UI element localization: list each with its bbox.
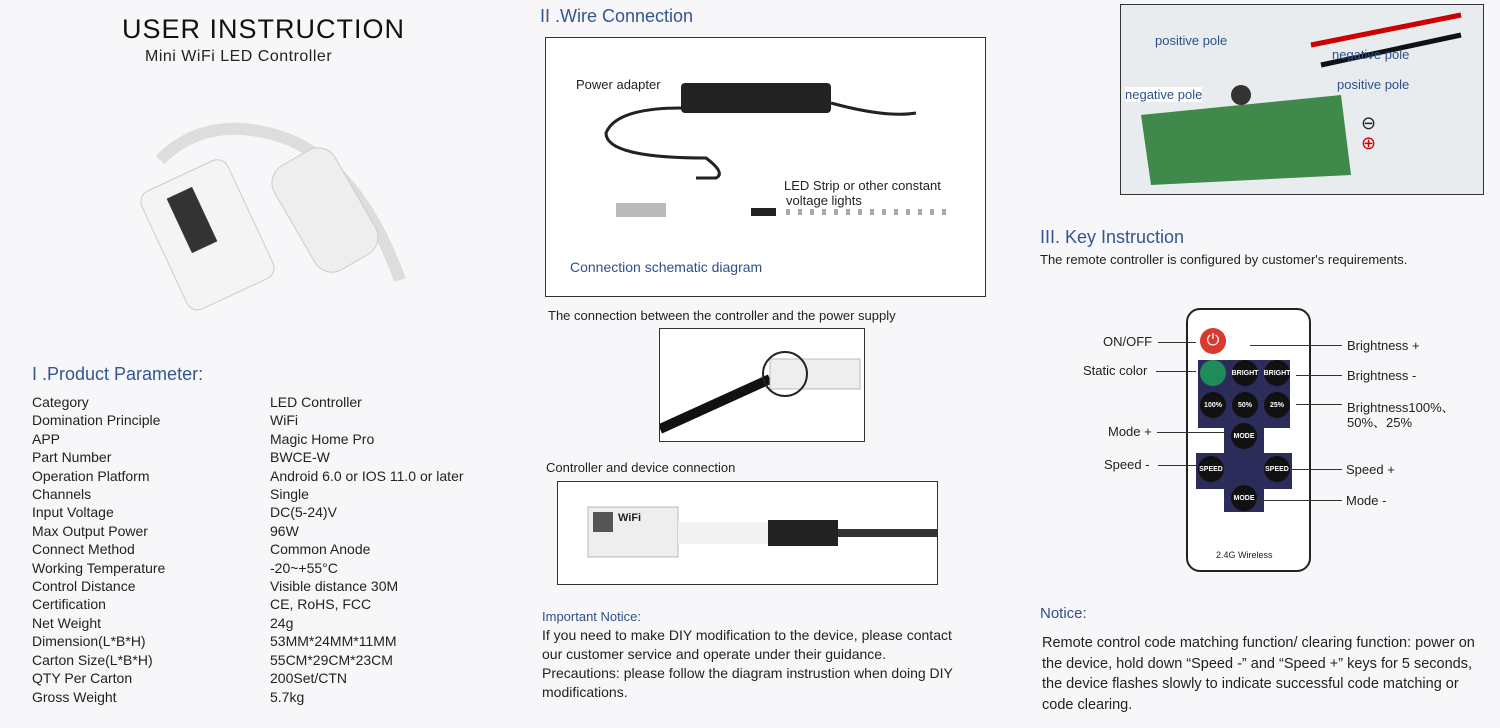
device-connection-photo	[557, 481, 938, 585]
parameter-name: Category	[32, 394, 89, 410]
parameter-value: 24g	[270, 614, 294, 631]
positive-pole-label-2: positive pole	[1337, 77, 1410, 92]
wifi-label: WiFi	[618, 512, 642, 524]
label-mode-minus: Mode -	[1346, 493, 1387, 508]
notice-line: If you need to make DIY modification to the device, please contact	[542, 627, 952, 643]
parameter-value: 200Set/CTN	[270, 670, 348, 687]
negative-pole-label-1: negative pole	[1125, 87, 1203, 102]
parameter-value: Magic Home Pro	[270, 430, 375, 447]
parameter-row	[32, 577, 464, 595]
parameter-name: QTY Per Carton	[32, 670, 133, 687]
schematic-caption: Connection schematic diagram	[570, 259, 763, 275]
bright-minus-button[interactable]: BRIGHT	[1264, 360, 1290, 386]
minus-symbol: ⊖	[1361, 113, 1377, 133]
wireless-label: 2.4G Wireless	[1216, 550, 1273, 560]
negative-pole-label-2: negative pole	[1332, 47, 1410, 62]
parameter-name: Carton Size(L*B*H)	[32, 651, 153, 668]
schematic-drawing	[586, 78, 966, 238]
parameter-value: 5.7kg	[270, 688, 305, 705]
device-connection-caption: Controller and device connection	[546, 460, 736, 475]
led-strip-label-2: voltage lights	[786, 193, 862, 208]
parameter-name: Connect Method	[32, 541, 135, 558]
label-speed-plus: Speed +	[1346, 462, 1395, 477]
parameter-value: 55CM*29CM*23CM	[270, 651, 393, 668]
parameter-value: BWCE-W	[270, 449, 330, 466]
parameter-value: Android 6.0 or IOS 11.0 or later	[270, 467, 464, 484]
brightness-100-button[interactable]: 100%	[1200, 392, 1226, 418]
parameter-row	[32, 485, 464, 503]
parameter-row	[32, 651, 464, 669]
label-static-color: Static color	[1083, 363, 1148, 378]
notice-line: Remote control code matching function/ clearing function: power on	[1042, 635, 1475, 651]
label-brightness-plus: Brightness +	[1347, 338, 1420, 353]
label-onoff: ON/OFF	[1103, 334, 1153, 349]
parameter-name: Domination Principle	[32, 412, 161, 429]
parameter-row	[32, 559, 464, 577]
parameter-value: 53MM*24MM*11MM	[270, 633, 397, 650]
parameter-value: -20~+55°C	[270, 559, 338, 576]
power-connection-photo	[659, 328, 865, 442]
parameter-row	[32, 411, 464, 429]
parameter-value: WiFi	[270, 412, 298, 429]
parameter-name: Part Number	[32, 449, 112, 466]
notice-line: the device flashes slowly to indicate successful code matching or	[1042, 676, 1459, 692]
product-parameter-table	[32, 393, 464, 706]
positive-pole-label-1: positive pole	[1155, 33, 1228, 48]
brightness-50-button[interactable]: 50%	[1232, 392, 1258, 418]
parameter-name: Working Temperature	[32, 559, 166, 576]
notice-text	[1042, 633, 1475, 715]
parameter-value: Single	[270, 486, 309, 503]
power-connection-caption: The connection between the controller and the power supply	[548, 308, 896, 323]
power-adapter-label: Power adapter	[576, 77, 661, 92]
parameter-row	[32, 614, 464, 632]
controller-product-photo	[120, 100, 450, 330]
bright-plus-button[interactable]: BRIGHT	[1232, 360, 1258, 386]
parameter-row	[32, 632, 464, 650]
parameter-row	[32, 522, 464, 540]
parameter-row	[32, 669, 464, 687]
notice-line: modifications.	[542, 684, 628, 700]
parameter-name: APP	[32, 430, 61, 447]
parameter-row	[32, 688, 464, 706]
mode-plus-button[interactable]: MODE	[1231, 423, 1257, 449]
speed-plus-button[interactable]: SPEED	[1264, 456, 1290, 482]
notice-line: the device, hold down “Speed -” and “Speed +” keys for 5 seconds,	[1042, 655, 1473, 672]
parameter-row	[32, 540, 464, 558]
document-title: USER INSTRUCTION	[122, 14, 406, 44]
notice-line: code clearing.	[1042, 696, 1133, 713]
connection-schematic-box	[545, 37, 986, 297]
parameter-row	[32, 430, 464, 448]
label-brightness-minus: Brightness -	[1347, 368, 1417, 383]
pcb-photo	[1120, 4, 1484, 195]
parameter-name: Net Weight	[32, 614, 101, 631]
parameter-name: Max Output Power	[32, 522, 148, 539]
parameter-name: Channels	[32, 486, 92, 503]
parameter-name: Input Voltage	[32, 504, 114, 521]
parameter-name: Certification	[32, 596, 106, 613]
parameter-row	[32, 467, 464, 485]
label-speed-minus: Speed -	[1104, 457, 1150, 472]
parameter-row	[32, 595, 464, 613]
wire-connection-heading: II .Wire Connection	[540, 6, 694, 26]
brightness-25-button[interactable]: 25%	[1264, 392, 1290, 418]
static-color-button[interactable]	[1200, 360, 1226, 386]
parameter-value: Common Anode	[270, 541, 371, 558]
remote-control	[1186, 308, 1311, 572]
parameter-name: Dimension(L*B*H)	[32, 633, 146, 650]
parameter-name: Control Distance	[32, 578, 136, 595]
speed-minus-button[interactable]: SPEED	[1198, 456, 1224, 482]
led-strip-label: LED Strip or other constant	[784, 178, 941, 193]
parameter-value: DC(5-24)V	[270, 504, 337, 521]
power-button[interactable]: ⏻	[1200, 328, 1226, 354]
key-instruction-heading: III. Key Instruction	[1040, 227, 1185, 247]
key-instruction-intro: The remote controller is configured by customer's requirements.	[1040, 252, 1408, 267]
parameter-row	[32, 393, 464, 411]
parameter-value: LED Controller	[270, 394, 362, 410]
parameter-row	[32, 448, 464, 466]
plus-symbol: ⊕	[1361, 133, 1377, 153]
notice-line: Precautions: please follow the diagram instrustion when doing DIY	[542, 665, 953, 681]
notice-line: our customer service and operate under their guidance.	[542, 646, 886, 662]
mode-minus-button[interactable]: MODE	[1231, 485, 1257, 511]
important-notice-text	[542, 626, 953, 702]
document-subtitle: Mini WiFi LED Controller	[145, 48, 333, 65]
label-brightness-levels: Brightness100%、	[1347, 400, 1455, 415]
parameter-value: CE, RoHS, FCC	[270, 596, 372, 613]
parameter-value: Visible distance 30M	[270, 578, 399, 595]
product-parameter-heading: I .Product Parameter:	[32, 364, 204, 384]
label-mode-plus: Mode +	[1108, 424, 1152, 439]
parameter-name: Gross Weight	[32, 688, 117, 705]
notice-heading: Notice:	[1040, 605, 1087, 622]
parameter-value: 96W	[270, 522, 299, 539]
important-notice-heading: Important Notice:	[542, 609, 641, 624]
parameter-row	[32, 503, 464, 521]
parameter-name: Operation Platform	[32, 467, 150, 484]
label-brightness-levels-2: 50%、25%	[1347, 415, 1413, 430]
